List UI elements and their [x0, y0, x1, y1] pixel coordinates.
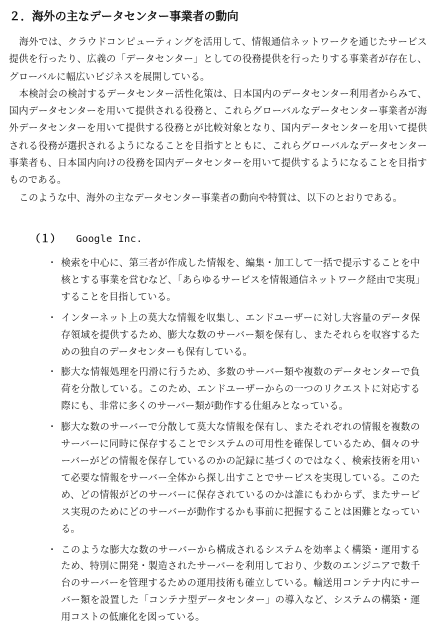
list-item — [46, 420, 420, 538]
list-item-text: インターネット上の莫大な情報を収集し、エンドユーザーに対し大容量のデータ保存領域を提供するため、膨大な数のサーバー類を保有し、またそれらを収容するための独自のデータセンターも保有している。 — [61, 312, 420, 358]
intro-paragraph: このような中、海外の主なデータセンター事業者の動向や特質は、以下のとおりである。 — [19, 192, 403, 204]
subsection-heading — [30, 233, 142, 247]
list-item-text: 膨大な数のサーバーで分散して莫大な情報を保有し、またそれぞれの情報を複数のサーバーに同時に保存することでシステムの可用性を確保しているため、個々のサーバーがどの情報を保存しているのかの記録に基づくのではなく、検索技術を用いて必要な情報をサーバー全体から探し出すことでサービスを実現している。このため、どの情報がどのサーバーに保存されているのかは誰にもわからず、またサービス実現のためにどのサーバーが動作するかも事前に把握することは困難となっている。 — [61, 422, 420, 535]
intro-paragraph: 本検討会の検討するデータセンター活性化策は、日本国内のデータセンター利用者からみて、国内データセンターを用いて提供される役務と、これらグローバルなデータセンター事業者が海外データセンターを用いて提供する役務とが比較対象となり、国内データセンターを用いて提供される役務が選択されるようになることを目指すとともに、これらグローバルなデータセンター事業者も、日本国内向けの役務を国内データセンターを用いて提供するようになることを目指すものである。 — [9, 88, 427, 187]
intro-paragraph: 海外では、クラウドコンピューティングを活用して、情報通信ネットワークを通じたサービス提供を行ったり、広義の「データセンター」としての役務提供を行ったりする事業者が存在し、グローバルに幅広いビジネスを展開している。 — [9, 37, 427, 83]
bullet-icon: ・ — [47, 258, 57, 269]
bullet-icon: ・ — [47, 312, 57, 324]
list-item-text: 膨大な情報処理を円滑に行うため、多数のサーバー類や複数のデータセンターで負荷を分散している。このため、エンドユーザーからの一つのリクエストに対応する際にも、非常に多くのサーバー類が動作する仕組みとなっている。 — [61, 367, 420, 413]
list-item-text: 検索を中心に、第三者が作成した情報を、編集・加工して一括で提示することを中核とする事業を営むなど、「あらゆるサービスを情報通信ネットワーク経由で実現」することを目指している。 — [61, 258, 420, 303]
section-heading: ２．海外の主なデータセンター事業者の動向 — [9, 9, 239, 23]
bullet-list — [46, 256, 420, 631]
subsection-title: Google Inc. — [76, 234, 143, 245]
list-item — [46, 311, 420, 362]
list-item — [46, 365, 420, 416]
list-item — [46, 543, 420, 628]
intro-text — [9, 34, 427, 207]
subsection-number: （１） — [30, 234, 61, 245]
bullet-icon: ・ — [47, 544, 57, 556]
bullet-icon: ・ — [47, 367, 57, 379]
bullet-icon: ・ — [47, 422, 57, 434]
list-item — [46, 256, 420, 307]
list-item-text: このような膨大な数のサーバーから構成されるシステムを効率よく構築・運用するため、特別に開発・製造されたサーバーを利用しており、少数のエンジニアで数千台のサーバーを管理するための運用技術も確立している。輸送用コンテナ内にサーバー類を設置した「コンテナ型データセンター」の導入など、システムの構築・運用コストの低廉化を図っている。 — [61, 544, 420, 624]
